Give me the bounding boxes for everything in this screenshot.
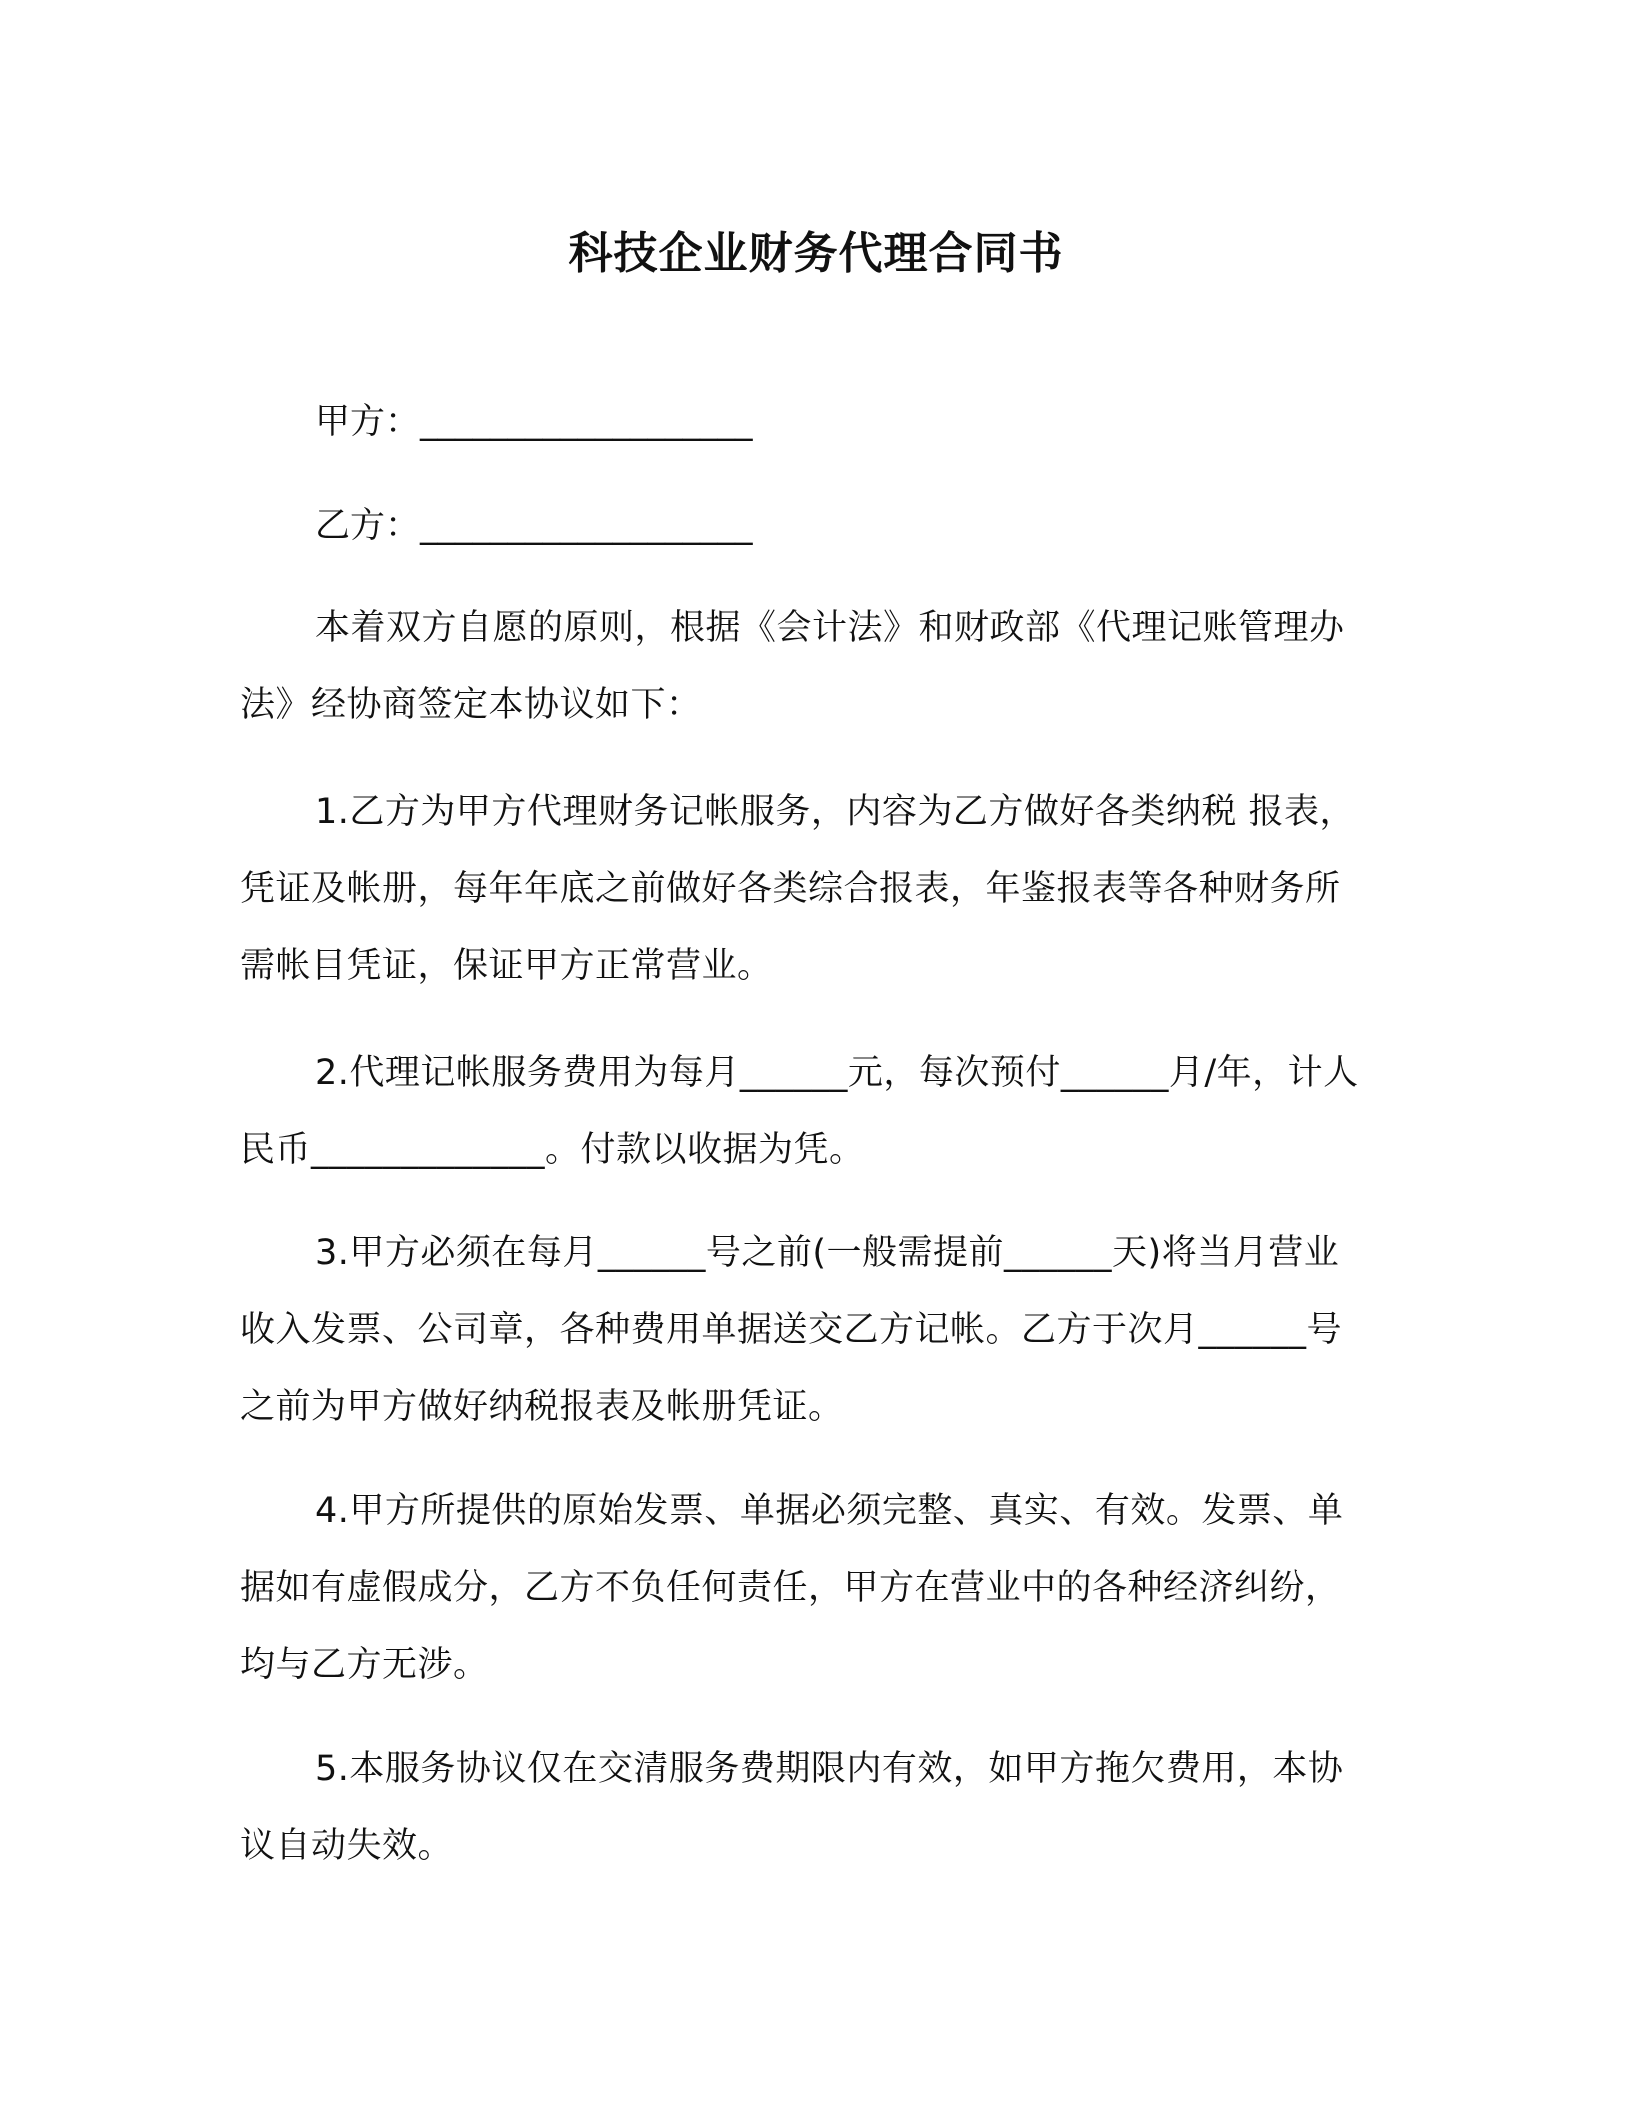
clause-2-paragraph: 2.代理记帐服务费用为每月______元，每次预付______月/年，计人民币_____________。付款以收据为凭。 <box>240 1053 1359 1170</box>
clause-4-paragraph: 4.甲方所提供的原始发票、单据必须完整、真实、有效。发票、单据如有虚假成分，乙方不负任何责任，甲方在营业中的各种经济纠纷，均与乙方无涉。 <box>240 1491 1344 1685</box>
preamble-paragraph: 本着双方自愿的原则，根据《会计法》和财政部《代理记账管理办法》经协商签定本协议如下： <box>240 608 1345 725</box>
party-a-line: 甲方：___________________ <box>315 402 753 442</box>
clause-5-paragraph: 5.本服务协议仅在交清服务费期限内有效，如甲方拖欠费用，本协议自动失效。 <box>240 1749 1344 1866</box>
clause-3-paragraph: 3.甲方必须在每月______号之前(一般需提前______天)将当月营业收入发票、公司章，各种费用单据送交乙方记帐。乙方于次月______号之前为甲方做好纳税报表及帐册凭证。 <box>240 1233 1343 1427</box>
clause-1-paragraph: 1.乙方为甲方代理财务记帐服务，内容为乙方做好各类纳税 报表，凭证及帐册，每年年底之前做好各类综合报表，年鉴报表等各种财务所需帐目凭证，保证甲方正常营业。 <box>240 792 1356 986</box>
party-b-line: 乙方：___________________ <box>315 506 753 546</box>
document-title: 科技企业财务代理合同书 <box>568 228 1064 279</box>
